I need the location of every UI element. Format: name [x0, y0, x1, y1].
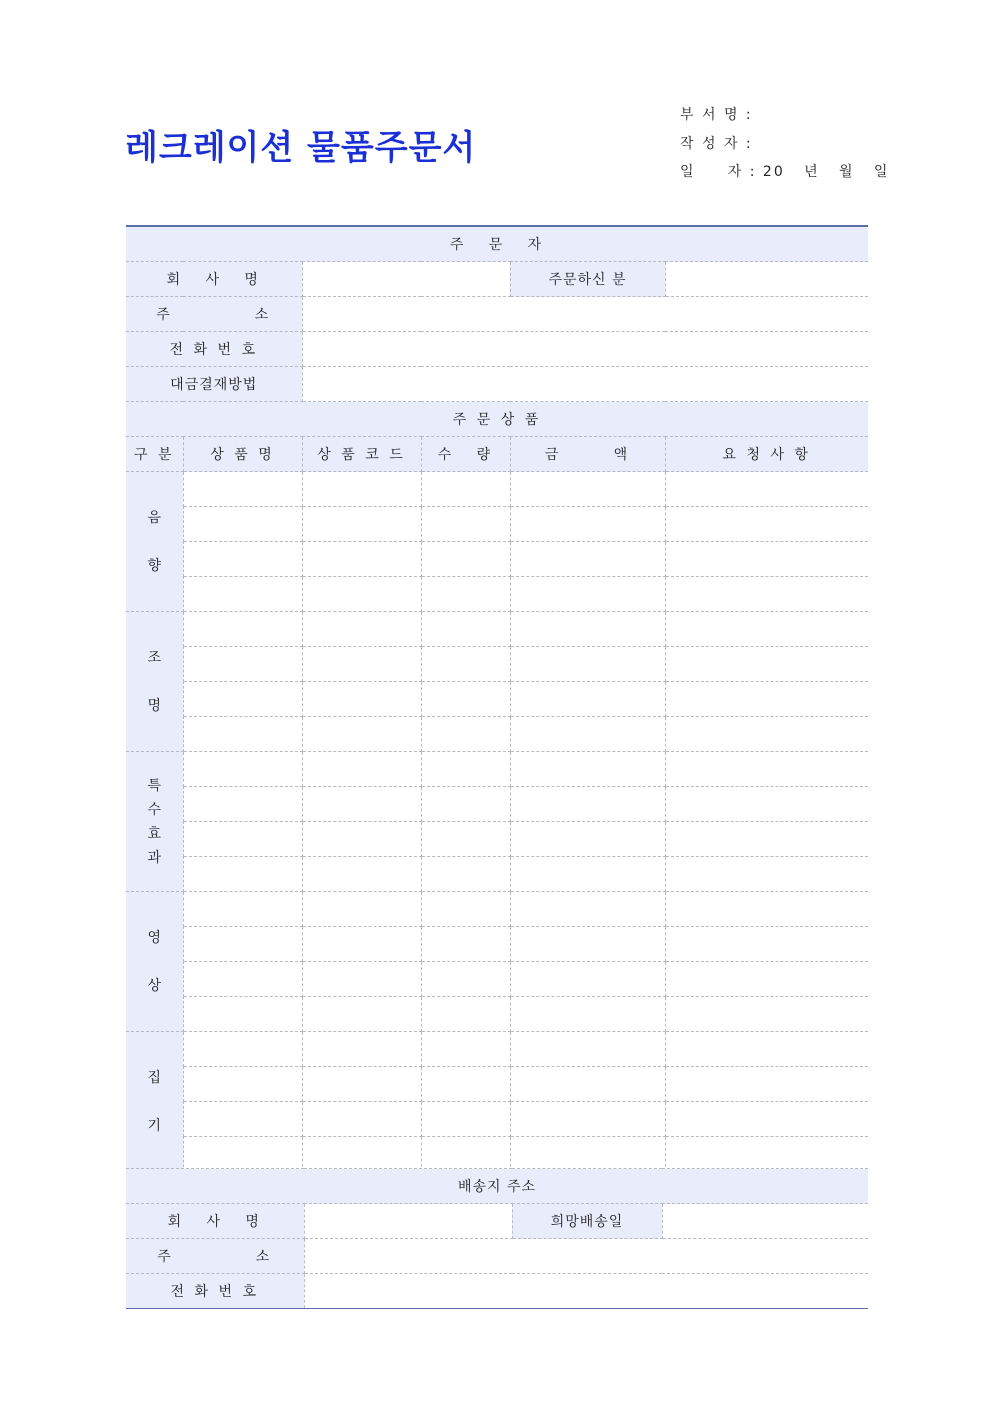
product-code-cell[interactable]	[302, 997, 421, 1032]
product-code-cell[interactable]	[302, 822, 421, 857]
order-form-table	[126, 225, 868, 1172]
quantity-cell[interactable]	[421, 682, 510, 717]
product-name-cell[interactable]	[183, 962, 302, 997]
quantity-cell[interactable]	[421, 752, 510, 787]
product-code-cell[interactable]	[302, 962, 421, 997]
quantity-cell[interactable]	[421, 822, 510, 857]
orderer-person-field[interactable]	[665, 262, 868, 297]
product-name-cell[interactable]	[183, 1032, 302, 1067]
amount-cell[interactable]	[510, 577, 665, 612]
product-code-cell[interactable]	[302, 752, 421, 787]
table-row	[126, 892, 868, 927]
amount-cell[interactable]	[510, 472, 665, 507]
address-field[interactable]	[302, 297, 868, 332]
product-code-cell[interactable]	[302, 1032, 421, 1067]
product-name-cell[interactable]	[183, 822, 302, 857]
table-row	[126, 1137, 868, 1172]
table-row	[126, 577, 868, 612]
delivery-address-field[interactable]	[304, 1239, 868, 1274]
request-cell[interactable]	[665, 577, 868, 612]
table-row	[126, 717, 868, 752]
delivery-phone-label: 전 화 번 호	[126, 1274, 304, 1309]
quantity-cell[interactable]	[421, 612, 510, 647]
product-code-cell[interactable]	[302, 1102, 421, 1137]
amount-cell[interactable]	[510, 822, 665, 857]
product-name-cell[interactable]	[183, 752, 302, 787]
date-label: 일 자 : 20 년 월 일	[680, 164, 890, 180]
quantity-cell[interactable]	[421, 1137, 510, 1172]
product-code-cell[interactable]	[302, 927, 421, 962]
column-header-product-code: 상 품 코 드	[302, 437, 421, 472]
company-name-field[interactable]	[302, 262, 510, 297]
request-cell[interactable]	[665, 647, 868, 682]
amount-cell[interactable]	[510, 507, 665, 542]
product-name-cell[interactable]	[183, 717, 302, 752]
product-code-cell[interactable]	[302, 787, 421, 822]
orderer-person-label: 주문하신 분	[510, 262, 665, 297]
phone-field[interactable]	[302, 332, 868, 367]
request-cell[interactable]	[665, 1137, 868, 1172]
table-row	[126, 1102, 868, 1137]
quantity-cell[interactable]	[421, 997, 510, 1032]
group-label-sound: 음 향	[126, 472, 183, 612]
column-header-product-name: 상 품 명	[183, 437, 302, 472]
phone-label: 전 화 번 호	[126, 332, 302, 367]
amount-cell[interactable]	[510, 752, 665, 787]
product-code-cell[interactable]	[302, 612, 421, 647]
product-name-cell[interactable]	[183, 507, 302, 542]
quantity-cell[interactable]	[421, 857, 510, 892]
quantity-cell[interactable]	[421, 962, 510, 997]
payment-method-field[interactable]	[302, 367, 868, 402]
amount-cell[interactable]	[510, 997, 665, 1032]
delivery-phone-field[interactable]	[304, 1274, 868, 1309]
product-name-cell[interactable]	[183, 1102, 302, 1137]
request-cell[interactable]	[665, 997, 868, 1032]
request-cell[interactable]	[665, 682, 868, 717]
request-cell[interactable]	[665, 892, 868, 927]
product-name-cell[interactable]	[183, 787, 302, 822]
product-code-cell[interactable]	[302, 472, 421, 507]
table-row	[126, 1032, 868, 1067]
table-row	[126, 647, 868, 682]
request-cell[interactable]	[665, 822, 868, 857]
quantity-cell[interactable]	[421, 1032, 510, 1067]
group-label-fixtures: 집 기	[126, 1032, 183, 1172]
delivery-address-label: 주 소	[126, 1239, 304, 1274]
table-row	[126, 507, 868, 542]
document-title: 레크레이션 물품주문서	[125, 128, 477, 168]
table-row	[126, 857, 868, 892]
table-row	[126, 927, 868, 962]
product-code-cell[interactable]	[302, 717, 421, 752]
amount-cell[interactable]	[510, 542, 665, 577]
request-cell[interactable]	[665, 472, 868, 507]
product-name-cell[interactable]	[183, 927, 302, 962]
table-row	[126, 822, 868, 857]
quantity-cell[interactable]	[421, 472, 510, 507]
product-name-cell[interactable]	[183, 647, 302, 682]
delivery-company-label: 회 사 명	[126, 1204, 304, 1239]
table-row	[126, 1067, 868, 1102]
column-header-category: 구 분	[126, 437, 183, 472]
table-row	[126, 612, 868, 647]
quantity-cell[interactable]	[421, 892, 510, 927]
delivery-section-header: 배송지 주소	[126, 1169, 868, 1204]
address-label: 주 소	[126, 297, 302, 332]
request-cell[interactable]	[665, 612, 868, 647]
quantity-cell[interactable]	[421, 717, 510, 752]
amount-cell[interactable]	[510, 892, 665, 927]
column-header-quantity: 수 량	[421, 437, 510, 472]
product-code-cell[interactable]	[302, 857, 421, 892]
amount-cell[interactable]	[510, 1102, 665, 1137]
request-cell[interactable]	[665, 1102, 868, 1137]
amount-cell[interactable]	[510, 787, 665, 822]
request-cell[interactable]	[665, 717, 868, 752]
request-cell[interactable]	[665, 1032, 868, 1067]
amount-cell[interactable]	[510, 647, 665, 682]
delivery-company-field[interactable]	[304, 1204, 512, 1239]
request-cell[interactable]	[665, 542, 868, 577]
product-name-cell[interactable]	[183, 472, 302, 507]
amount-cell[interactable]	[510, 962, 665, 997]
product-name-cell[interactable]	[183, 1137, 302, 1172]
table-row	[126, 752, 868, 787]
product-name-cell[interactable]	[183, 857, 302, 892]
column-header-request: 요 청 사 항	[665, 437, 868, 472]
table-row	[126, 962, 868, 997]
desired-delivery-date-label: 희망배송일	[512, 1204, 662, 1239]
desired-delivery-date-field[interactable]	[662, 1204, 868, 1239]
quantity-cell[interactable]	[421, 542, 510, 577]
request-cell[interactable]	[665, 927, 868, 962]
product-name-cell[interactable]	[183, 612, 302, 647]
quantity-cell[interactable]	[421, 577, 510, 612]
table-row	[126, 787, 868, 822]
request-cell[interactable]	[665, 787, 868, 822]
products-section-header: 주 문 상 품	[126, 402, 868, 437]
product-name-cell[interactable]	[183, 682, 302, 717]
product-name-cell[interactable]	[183, 892, 302, 927]
product-code-cell[interactable]	[302, 1137, 421, 1172]
group-label-lighting: 조 명	[126, 612, 183, 752]
column-header-amount: 금 액	[510, 437, 665, 472]
group-label-special-effects: 특 수 효 과	[126, 752, 183, 892]
request-cell[interactable]	[665, 752, 868, 787]
amount-cell[interactable]	[510, 1032, 665, 1067]
product-name-cell[interactable]	[183, 542, 302, 577]
orderer-section-header: 주 문 자	[126, 226, 868, 262]
amount-cell[interactable]	[510, 682, 665, 717]
product-code-cell[interactable]	[302, 682, 421, 717]
dept-label: 부 서 명 :	[680, 107, 753, 123]
product-code-cell[interactable]	[302, 507, 421, 542]
product-code-cell[interactable]	[302, 577, 421, 612]
writer-label: 작 성 자 :	[680, 136, 753, 152]
table-row	[126, 682, 868, 717]
table-row	[126, 472, 868, 507]
amount-cell[interactable]	[510, 612, 665, 647]
quantity-cell[interactable]	[421, 647, 510, 682]
quantity-cell[interactable]	[421, 507, 510, 542]
quantity-cell[interactable]	[421, 1102, 510, 1137]
product-name-cell[interactable]	[183, 577, 302, 612]
quantity-cell[interactable]	[421, 787, 510, 822]
request-cell[interactable]	[665, 962, 868, 997]
table-row	[126, 542, 868, 577]
table-row	[126, 997, 868, 1032]
delivery-table	[126, 1168, 868, 1309]
quantity-cell[interactable]	[421, 1067, 510, 1102]
request-cell[interactable]	[665, 507, 868, 542]
payment-method-label: 대금결재방법	[126, 367, 302, 402]
amount-cell[interactable]	[510, 857, 665, 892]
request-cell[interactable]	[665, 1067, 868, 1102]
amount-cell[interactable]	[510, 1067, 665, 1102]
quantity-cell[interactable]	[421, 927, 510, 962]
request-cell[interactable]	[665, 857, 868, 892]
product-code-cell[interactable]	[302, 892, 421, 927]
product-name-cell[interactable]	[183, 1067, 302, 1102]
amount-cell[interactable]	[510, 717, 665, 752]
amount-cell[interactable]	[510, 1137, 665, 1172]
product-code-cell[interactable]	[302, 647, 421, 682]
company-name-label: 회 사 명	[126, 262, 302, 297]
product-name-cell[interactable]	[183, 997, 302, 1032]
product-code-cell[interactable]	[302, 1067, 421, 1102]
product-code-cell[interactable]	[302, 542, 421, 577]
group-label-video: 영 상	[126, 892, 183, 1032]
amount-cell[interactable]	[510, 927, 665, 962]
